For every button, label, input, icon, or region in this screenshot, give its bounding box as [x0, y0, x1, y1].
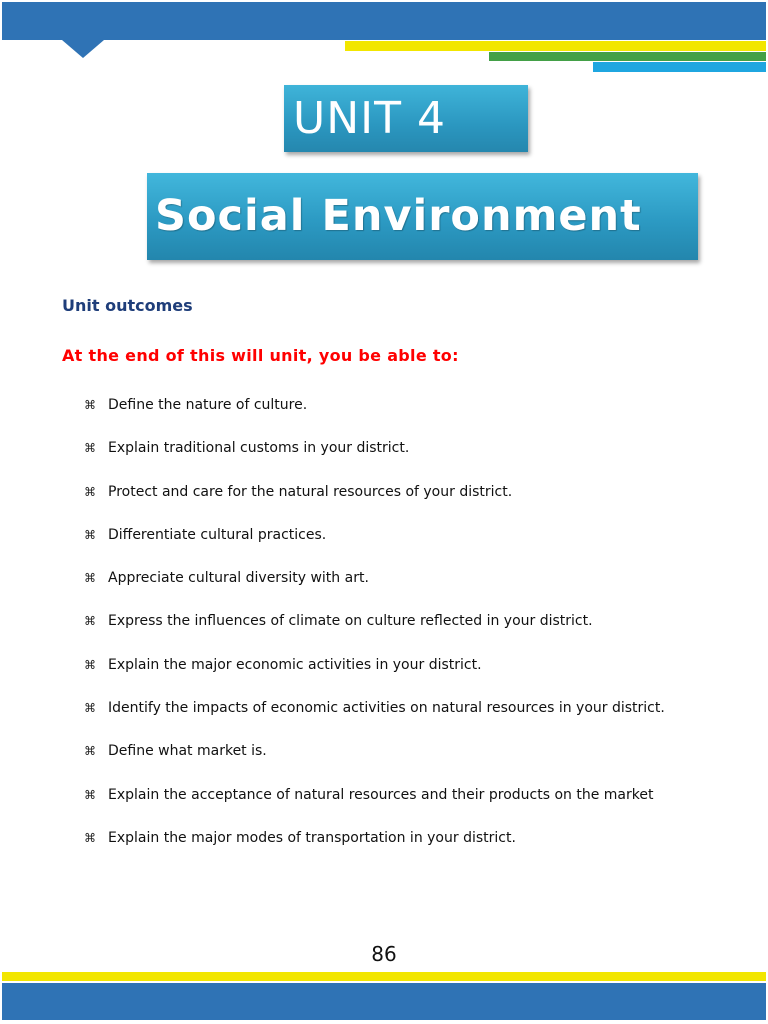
- list-item-text: Explain the major economic activities in your district.: [108, 656, 482, 673]
- bottom-footer-band: [2, 983, 766, 1020]
- list-item-text: Express the influences of climate on culture reflected in your district.: [108, 613, 593, 630]
- list-item: [84, 827, 665, 870]
- list-item-text: Differentiate cultural practices.: [108, 526, 327, 543]
- header-notch: [62, 40, 104, 58]
- list-item: [84, 394, 665, 437]
- outcomes-heading: Unit outcomes: [62, 296, 193, 315]
- header-stripe-yellow: [345, 41, 766, 51]
- square-bullet-icon: ⌘: [84, 830, 96, 845]
- page-number: 86: [371, 942, 397, 966]
- list-item: [84, 524, 665, 567]
- square-bullet-icon: ⌘: [84, 571, 96, 586]
- list-item-text: Protect and care for the natural resources of your district.: [108, 483, 513, 500]
- list-item-text: Define what market is.: [108, 743, 267, 760]
- top-header-band: [2, 2, 766, 40]
- list-item: [84, 654, 665, 697]
- list-item-text: Explain the major modes of transportation in your district.: [108, 829, 516, 846]
- list-item: [84, 567, 665, 610]
- header-stripe-blue: [593, 62, 766, 72]
- list-item: [84, 481, 665, 524]
- unit-title: Social Environment: [155, 191, 642, 241]
- square-bullet-icon: ⌘: [84, 441, 96, 456]
- square-bullet-icon: ⌘: [84, 484, 96, 499]
- list-item-text: Identify the impacts of economic activities on natural resources in your district.: [108, 700, 665, 717]
- square-bullet-icon: ⌘: [84, 527, 96, 542]
- list-item: [84, 784, 665, 827]
- square-bullet-icon: ⌘: [84, 657, 96, 672]
- square-bullet-icon: ⌘: [84, 744, 96, 759]
- header-stripe-green: [489, 52, 766, 61]
- list-item-text: Appreciate cultural diversity with art.: [108, 570, 369, 587]
- unit-title-box: [147, 173, 698, 260]
- outcomes-intro: At the end of this will unit, you be able to:: [62, 346, 459, 365]
- list-item-text: Define the nature of culture.: [108, 397, 308, 413]
- square-bullet-icon: ⌘: [84, 701, 96, 716]
- list-item-text: Explain traditional customs in your district.: [108, 440, 410, 457]
- list-item: [84, 740, 665, 783]
- list-item-text: Explain the acceptance of natural resources and their products on the market: [108, 786, 654, 803]
- unit-label-box: [284, 85, 528, 152]
- list-item: [84, 437, 665, 480]
- list-item: [84, 697, 665, 740]
- list-item: [84, 610, 665, 653]
- square-bullet-icon: ⌘: [84, 398, 96, 412]
- footer-stripe-yellow: [2, 972, 766, 981]
- square-bullet-icon: ⌘: [84, 787, 96, 802]
- unit-label: UNIT 4: [293, 92, 446, 144]
- outcome-list: [84, 394, 665, 870]
- square-bullet-icon: ⌘: [84, 614, 96, 629]
